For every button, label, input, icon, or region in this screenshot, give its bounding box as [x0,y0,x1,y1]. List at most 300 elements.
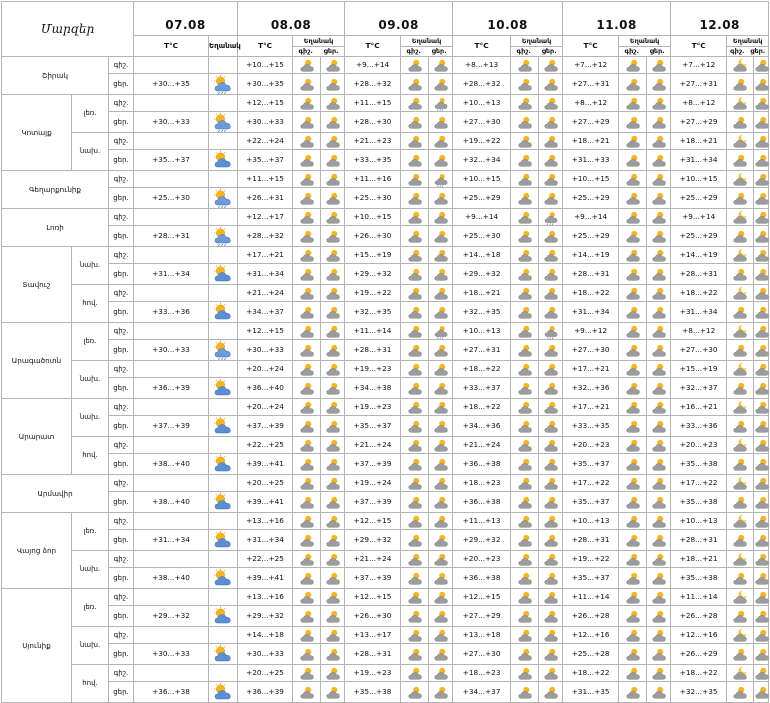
temp-range: +20...+24 [238,361,293,378]
temp-range: +10...+15 [671,171,727,188]
weather-icon [321,150,345,171]
temp-range: +28...+30 [345,112,401,133]
weather-icon [511,188,539,209]
zone-label: նախ. [72,361,109,399]
weather-icon [619,378,647,399]
temp-header: T°C [671,36,727,57]
temp-range [134,361,209,378]
temp-range: +30...+33 [134,340,209,361]
temp-range: +33...+35 [563,416,619,437]
weather-icon [647,627,671,644]
weather-icon [754,171,769,188]
night-label: գիշ. [298,46,313,55]
weather-icon [209,437,238,454]
weather-icon [727,264,754,285]
weather-icon [429,416,453,437]
weather-icon [539,665,563,682]
weather-icon [321,606,345,627]
temp-range: +25...+29 [563,226,619,247]
weather-icon [293,682,321,703]
weather-icon [754,530,769,551]
weather-icon [727,530,754,551]
temp-range: +10...+15 [453,171,511,188]
date-header: 07.08 [134,2,238,36]
weather-icon [754,568,769,589]
weather-icon [647,226,671,247]
temp-range: +20...+24 [238,399,293,416]
weather-icon [754,606,769,627]
temp-range [134,133,209,150]
temp-header: T°C [345,36,401,57]
temp-range: +11...+14 [563,589,619,606]
weather-icon [727,171,754,188]
night-label: գիշ. [624,46,639,55]
weather-icon [754,285,769,302]
weather-icon [511,627,539,644]
weather-icon [539,112,563,133]
weather-icon [754,112,769,133]
time-of-day: ցեր. [109,226,134,247]
weather-icon [619,226,647,247]
weather-icon [321,682,345,703]
temp-range: +31...+34 [134,264,209,285]
weather-icon [619,285,647,302]
region-header: Մարզեր [2,2,134,57]
region-name: Արագածոտն [2,323,72,399]
weather-icon [754,475,769,492]
temp-range: +27...+31 [563,74,619,95]
table-row [2,416,769,437]
weather-header [401,36,453,57]
weather-icon [511,492,539,513]
temp-range: +36...+39 [134,378,209,399]
temp-range: +13...+17 [345,627,401,644]
weather-icon [647,568,671,589]
temp-range: +25...+30 [345,188,401,209]
weather-icon [321,226,345,247]
weather-icon [429,133,453,150]
temp-range: +12...+16 [563,627,619,644]
weather-icon [754,682,769,703]
zone-label: լեռ. [72,323,109,361]
table-row [2,665,769,682]
zone-label: նախ. [72,627,109,665]
weather-icon [539,361,563,378]
weather-icon [293,513,321,530]
weather-icon [429,171,453,188]
weather-icon [619,492,647,513]
weather-icon [209,95,238,112]
weather-icon [647,302,671,323]
weather-icon [401,644,429,665]
weather-icon [293,475,321,492]
weather-icon [754,264,769,285]
weather-icon [293,530,321,551]
weather-icon [321,378,345,399]
weather-icon [321,340,345,361]
temp-range: +36...+39 [238,682,293,703]
temp-range: +21...+24 [345,437,401,454]
weather-icon [539,323,563,340]
zone-label: նախ. [72,399,109,437]
weather-icon [647,323,671,340]
weather-icon [401,95,429,112]
temp-range: +7...+12 [671,57,727,74]
temp-range: +28...+31 [345,340,401,361]
temp-range: +29...+32 [453,530,511,551]
weather-icon [754,589,769,606]
tod-labels [619,47,670,55]
weather-icon [321,492,345,513]
temp-range: +35...+38 [671,492,727,513]
temp-range: +36...+38 [453,492,511,513]
weather-icon [539,568,563,589]
zone-label: նախ. [72,133,109,171]
day-label: ցեր. [750,46,766,55]
temp-range: +28...+31 [671,530,727,551]
weather-icon [293,302,321,323]
weather-icon [401,323,429,340]
weather-icon [401,568,429,589]
table-row [2,133,769,150]
temp-range: +10...+15 [563,171,619,188]
weather-icon [754,188,769,209]
weather-icon [401,606,429,627]
weather-icon [429,513,453,530]
table-row [2,568,769,589]
temp-range: +19...+23 [345,399,401,416]
zone-label: հով. [72,285,109,323]
weather-icon [647,188,671,209]
temp-range: +32...+35 [671,682,727,703]
weather-icon [293,551,321,568]
temp-range: +31...+34 [671,302,727,323]
weather-icon [727,437,754,454]
temp-range: +39...+41 [238,492,293,513]
weather-icon [321,188,345,209]
time-of-day: ցեր. [109,302,134,323]
weather-icon [321,627,345,644]
time-of-day: ցեր. [109,530,134,551]
weather-icon [511,112,539,133]
temp-range: +26...+28 [671,606,727,627]
weather-icon [511,454,539,475]
temp-range: +38...+40 [134,568,209,589]
weather-icon [321,551,345,568]
weather-icon [647,247,671,264]
weather-icon [209,57,238,74]
weather-icon [727,226,754,247]
time-of-day: գիշ. [109,399,134,416]
weather-icon [754,644,769,665]
weather-icon [619,264,647,285]
table-row [2,437,769,454]
weather-icon [511,150,539,171]
temp-range: +25...+30 [453,226,511,247]
time-of-day: գիշ. [109,437,134,454]
temp-range: +35...+37 [563,454,619,475]
temp-range: +19...+23 [345,361,401,378]
temp-range: +20...+25 [238,475,293,492]
weather-icon [511,340,539,361]
weather-icon [619,475,647,492]
temp-range: +20...+23 [453,551,511,568]
temp-range: +28...+31 [563,264,619,285]
weather-icon [209,682,238,703]
table-row [2,627,769,644]
temp-range: +28...+32 [238,226,293,247]
temp-range: +10...+13 [453,95,511,112]
temp-range: +20...+23 [671,437,727,454]
temp-range: +28...+31 [671,264,727,285]
temp-range: +27...+29 [563,112,619,133]
weather-icon [539,644,563,665]
region-name: Լոռի [2,209,109,247]
temp-range: +18...+22 [671,665,727,682]
weather-icon [429,589,453,606]
weather-label: Եղանակ [619,38,670,47]
day-label: ցեր. [431,46,447,55]
zone-label: լեռ. [72,513,109,551]
weather-icon [209,606,238,627]
time-of-day: ցեր. [109,188,134,209]
temp-range: +26...+30 [345,606,401,627]
temp-range: +10...+15 [345,209,401,226]
date-header: 08.08 [238,2,345,36]
weather-icon [321,568,345,589]
temp-range: +35...+37 [345,416,401,437]
time-of-day: ցեր. [109,568,134,589]
weather-icon [511,437,539,454]
night-label: գիշ. [516,46,531,55]
temp-range: +9...+14 [671,209,727,226]
temp-range [134,627,209,644]
temp-range: +9...+14 [453,209,511,226]
weather-icon [321,399,345,416]
temp-header: T°C [563,36,619,57]
table-row [2,682,769,703]
region-name: Գեղարքունիք [2,171,109,209]
weather-icon [321,454,345,475]
weather-label: Եղանակ [511,38,562,47]
weather-icon [647,589,671,606]
temp-range: +12...+15 [345,589,401,606]
weather-icon [209,513,238,530]
temp-range: +36...+38 [453,568,511,589]
temp-range: +14...+18 [238,627,293,644]
weather-icon [754,226,769,247]
temp-range: +34...+38 [345,378,401,399]
weather-icon [321,589,345,606]
weather-icon [429,57,453,74]
weather-icon [321,665,345,682]
time-of-day: ցեր. [109,112,134,133]
temp-range: +21...+24 [453,437,511,454]
weather-icon [647,378,671,399]
weather-icon [727,188,754,209]
temp-range: +8...+13 [453,57,511,74]
temp-range: +12...+17 [238,209,293,226]
temp-range: +22...+25 [238,437,293,454]
weather-icon [293,627,321,644]
forecast-table [1,1,769,703]
weather-icon [429,475,453,492]
temp-range: +17...+21 [563,399,619,416]
temp-range: +29...+32 [345,264,401,285]
weather-icon [647,361,671,378]
weather-icon [511,606,539,627]
temp-range: +36...+38 [134,682,209,703]
temp-range: +13...+18 [453,627,511,644]
weather-icon [647,264,671,285]
weather-icon [209,551,238,568]
weather-icon [539,188,563,209]
temp-range: +27...+30 [453,112,511,133]
temp-range: +31...+34 [671,150,727,171]
weather-icon [754,437,769,454]
temp-range: +32...+34 [453,150,511,171]
temp-range: +27...+31 [671,74,727,95]
temp-range: +12...+15 [345,513,401,530]
weather-icon [401,302,429,323]
weather-icon [401,150,429,171]
table-row [2,340,769,361]
weather-icon [647,57,671,74]
table-row [2,323,769,340]
temp-range: +22...+24 [238,133,293,150]
weather-icon [511,682,539,703]
weather-icon [539,150,563,171]
weather-header: Եղանակ [209,36,238,57]
temp-range: +14...+19 [563,247,619,264]
temp-range [134,247,209,264]
temp-range: +13...+16 [238,513,293,530]
temp-range [134,209,209,226]
weather-icon [401,74,429,95]
weather-icon [209,589,238,606]
table-row [2,302,769,323]
weather-icon [727,57,754,74]
weather-icon [429,323,453,340]
weather-icon [619,247,647,264]
temp-range: +10...+13 [453,323,511,340]
weather-icon [539,378,563,399]
weather-icon [401,416,429,437]
table-row [2,399,769,416]
table-row [2,589,769,606]
weather-icon [619,644,647,665]
weather-icon [511,264,539,285]
weather-icon [293,492,321,513]
weather-icon [429,226,453,247]
weather-icon [429,247,453,264]
temp-range: +30...+33 [238,340,293,361]
time-of-day: ցեր. [109,606,134,627]
weather-icon [293,247,321,264]
day-label: ցեր. [649,46,665,55]
weather-icon [754,378,769,399]
table-row [2,74,769,95]
temp-range: +15...+19 [345,247,401,264]
temp-range: +30...+35 [134,74,209,95]
weather-icon [727,589,754,606]
temp-range: +14...+19 [671,247,727,264]
weather-icon [429,551,453,568]
weather-icon [647,209,671,226]
time-of-day: ցեր. [109,644,134,665]
weather-icon [647,74,671,95]
weather-icon [429,361,453,378]
weather-icon [293,361,321,378]
weather-icon [209,340,238,361]
weather-icon [321,530,345,551]
temp-range: +37...+39 [345,492,401,513]
temp-range: +29...+32 [345,530,401,551]
weather-icon [647,416,671,437]
weather-icon [539,492,563,513]
weather-icon [754,399,769,416]
weather-icon [727,644,754,665]
weather-icon [429,606,453,627]
weather-icon [429,74,453,95]
temp-range: +19...+22 [345,285,401,302]
weather-icon [754,513,769,530]
weather-icon [647,513,671,530]
temp-range: +9...+14 [563,209,619,226]
weather-icon [209,247,238,264]
weather-icon [511,665,539,682]
temp-range: +14...+18 [453,247,511,264]
weather-icon [619,95,647,112]
temp-range: +11...+13 [453,513,511,530]
temp-range: +18...+21 [563,133,619,150]
weather-icon [727,665,754,682]
time-of-day: ցեր. [109,150,134,171]
temp-range: +32...+36 [563,378,619,399]
weather-icon [647,606,671,627]
weather-icon [539,589,563,606]
temp-range: +25...+30 [134,188,209,209]
time-of-day: գիշ. [109,627,134,644]
temp-range: +19...+24 [345,475,401,492]
weather-icon [401,530,429,551]
weather-icon [293,150,321,171]
temp-range: +37...+39 [345,454,401,475]
weather-icon [293,171,321,188]
temp-range: +21...+24 [345,551,401,568]
weather-icon [209,568,238,589]
weather-icon [401,171,429,188]
temp-range: +36...+40 [238,378,293,399]
weather-icon [727,416,754,437]
time-of-day: գիշ. [109,551,134,568]
table-row [2,644,769,665]
weather-icon [401,475,429,492]
temp-range: +18...+22 [671,285,727,302]
temp-range: +35...+37 [563,492,619,513]
temp-range: +12...+15 [453,589,511,606]
weather-icon [293,74,321,95]
weather-icon [727,475,754,492]
weather-icon [727,302,754,323]
table-row [2,285,769,302]
temp-range: +31...+35 [563,682,619,703]
weather-icon [754,247,769,264]
weather-icon [429,112,453,133]
temp-range: +18...+22 [563,285,619,302]
weather-icon [647,285,671,302]
weather-icon [209,188,238,209]
